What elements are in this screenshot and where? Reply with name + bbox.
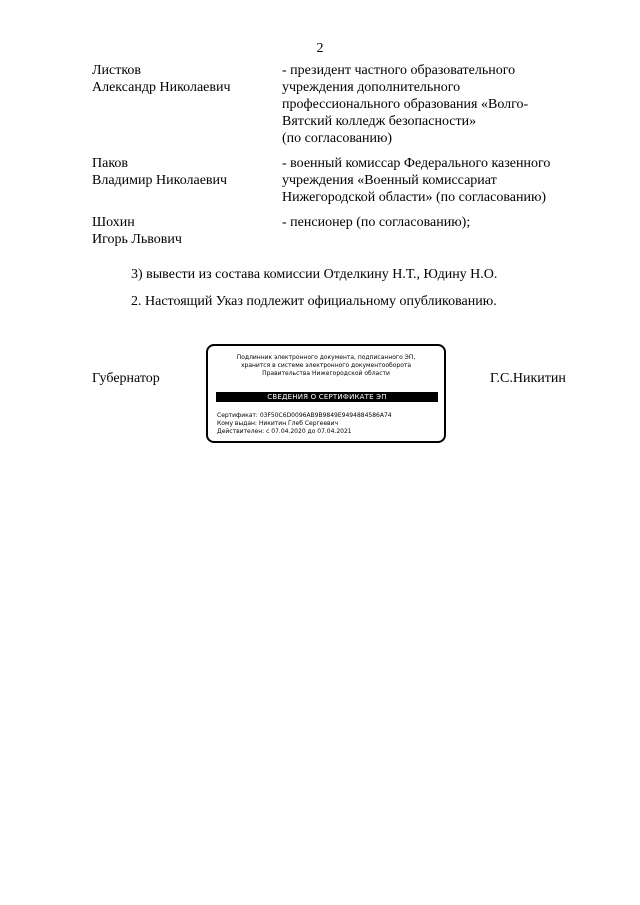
member-entry [92,62,580,147]
member-entry [92,155,580,206]
member-description-line: учреждения дополнительного [282,80,461,95]
member-name [92,214,282,248]
member-given-names: Владимир Николаевич [92,173,228,188]
member-description-line: Нижегородской области» (по согласованию) [282,190,547,205]
commission-members-list [92,62,580,256]
stamp-notice-line: Подлинник электронного документа, подписанного ЭП, [236,354,416,361]
member-description [282,62,580,147]
page-number: 2 [316,41,324,56]
member-given-names: Александр Николаевич [92,80,231,95]
member-description-line: - военный комиссар Федерального казенного [282,156,551,171]
stamp-certificate-header: СВЕДЕНИЯ О СЕРТИФИКАТЕ ЭП [216,392,438,402]
member-description [282,155,580,206]
stamp-notice-line: хранится в системе электронного документооборота [240,362,412,369]
paragraph-publication: 2. Настоящий Указ подлежит официальному опубликованию. [131,294,497,309]
member-description-line: (по согласованию) [282,131,393,146]
member-description-line: - пенсионер (по согласованию); [282,215,471,230]
signatory-position: Губернатор [92,371,160,386]
electronic-signature-stamp [206,344,446,443]
member-description [282,214,580,248]
stamp-notice-line: Правительства Нижегородской области [262,370,390,377]
stamp-issued-to: Кому выдан: Никитин Глеб Сергеевич [217,420,339,427]
stamp-certificate-details [217,412,441,436]
member-surname: Паков [92,156,129,171]
member-given-names: Игорь Львович [92,232,182,247]
member-description-line: профессионального образования «Волго- [282,97,529,112]
member-description-line: Вятский колледж безопасности» [282,114,477,129]
member-description-line: учреждения «Военный комиссариат [282,173,497,188]
member-surname: Шохин [92,215,135,230]
member-surname: Листков [92,63,142,78]
stamp-notice [208,354,444,378]
member-description-line: - президент частного образовательного [282,63,516,78]
member-name [92,62,282,147]
stamp-certificate-number: Сертификат: 03F50C6D0096AB9B9849E9494884586A74 [217,412,392,419]
member-entry [92,214,580,248]
signatory-name: Г.С.Никитин [490,371,566,386]
stamp-validity: Действителен: с 07.04.2020 до 07.04.2021 [217,428,352,435]
paragraph-remove-members: 3) вывести из состава комиссии Отделкину Н.Т., Юдину Н.О. [131,267,498,282]
member-name [92,155,282,206]
